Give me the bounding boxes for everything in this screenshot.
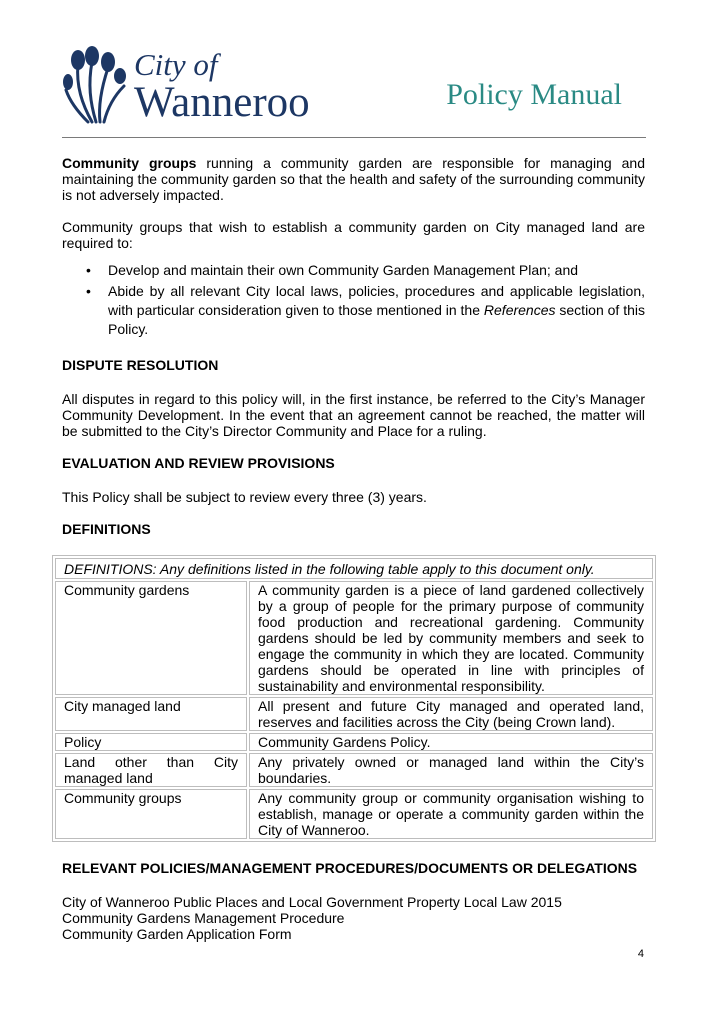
intro-paragraph [62, 155, 645, 203]
definition-text: Community Gardens Policy. [249, 733, 653, 751]
city-logo [62, 46, 342, 126]
list-item: City of Wanneroo Public Places and Local Government Property Local Law 2015 [62, 894, 562, 910]
list-item: • Develop and maintain their own Community Garden Management Plan; and [86, 262, 579, 278]
definition-text: Any privately owned or managed land within the City’s boundaries. [249, 753, 653, 787]
logo-wanneroo: Wanneroo [134, 79, 310, 126]
list-item: Community Garden Application Form [62, 926, 292, 942]
intro-paragraph-text: running a community garden are responsible for managing and maintaining the community garden so that the health and safety of the surrounding community is not adversely impacted. [62, 155, 645, 203]
requirements-list [62, 261, 645, 339]
definition-term: Land other than City managed land [55, 753, 247, 787]
intro-bold-term: Community groups [62, 155, 197, 171]
list-item: • Abide by all relevant City local laws, policies, procedures and applicable legislation, with particular consideration given to those mentioned in the References section of this Policy. [86, 283, 645, 337]
page-number: 4 [637, 948, 644, 960]
logo-city-of: City of [134, 47, 218, 82]
list-item: Community Gardens Management Procedure [62, 910, 345, 926]
definition-text: A community garden is a piece of land gardened collectively by a group of people for the primary purpose of community food production and recreational gardening. Community gardens should be led by community members and seek to engage the community in which they are located. Community gardens should be operated in line with principles of sustainability and environmental responsibility. [249, 581, 653, 695]
requirements-paragraph: Community groups that wish to establish a community garden on City managed land are required to: [62, 219, 645, 251]
bullet-icon: • [86, 283, 91, 299]
table-row [55, 733, 653, 751]
policy-manual-title: Policy Manual [446, 78, 622, 111]
definitions-caption: DEFINITIONS: Any definitions listed in the following table apply to this document only. [55, 558, 653, 579]
document-body [62, 155, 645, 942]
evaluation-heading: EVALUATION AND REVIEW PROVISIONS [62, 455, 335, 471]
bullet-icon: • [86, 262, 91, 278]
definition-term: Community groups [55, 789, 247, 839]
evaluation-text: This Policy shall be subject to review every three (3) years. [62, 489, 427, 505]
definition-term: City managed land [55, 697, 247, 731]
definitions-table [52, 555, 656, 842]
header-divider [62, 137, 646, 138]
definition-term: Policy [55, 733, 247, 751]
definition-term: Community gardens [55, 581, 247, 695]
table-row [55, 697, 653, 731]
references-list [62, 894, 645, 942]
dispute-heading: DISPUTE RESOLUTION [62, 357, 219, 373]
definition-text: All present and future City managed and operated land, reserves and facilities across the City (being Crown land). [249, 697, 653, 731]
table-row [55, 581, 653, 695]
table-row [55, 753, 653, 787]
wanneroo-flower-icon [62, 46, 134, 126]
dispute-text: All disputes in regard to this policy will, in the first instance, be referred to the City’s Manager Community Development. In the event that an agreement cannot be reached, the matter will be submitted to the City’s Director Community and Place for a ruling. [62, 391, 645, 439]
relevant-heading: RELEVANT POLICIES/MANAGEMENT PROCEDURES/DOCUMENTS OR DELEGATIONS [62, 860, 638, 876]
table-row [55, 789, 653, 839]
definition-text: Any community group or community organisation wishing to establish, manage or operate a community garden within the City of Wanneroo. [249, 789, 653, 839]
definitions-heading: DEFINITIONS [62, 521, 151, 537]
